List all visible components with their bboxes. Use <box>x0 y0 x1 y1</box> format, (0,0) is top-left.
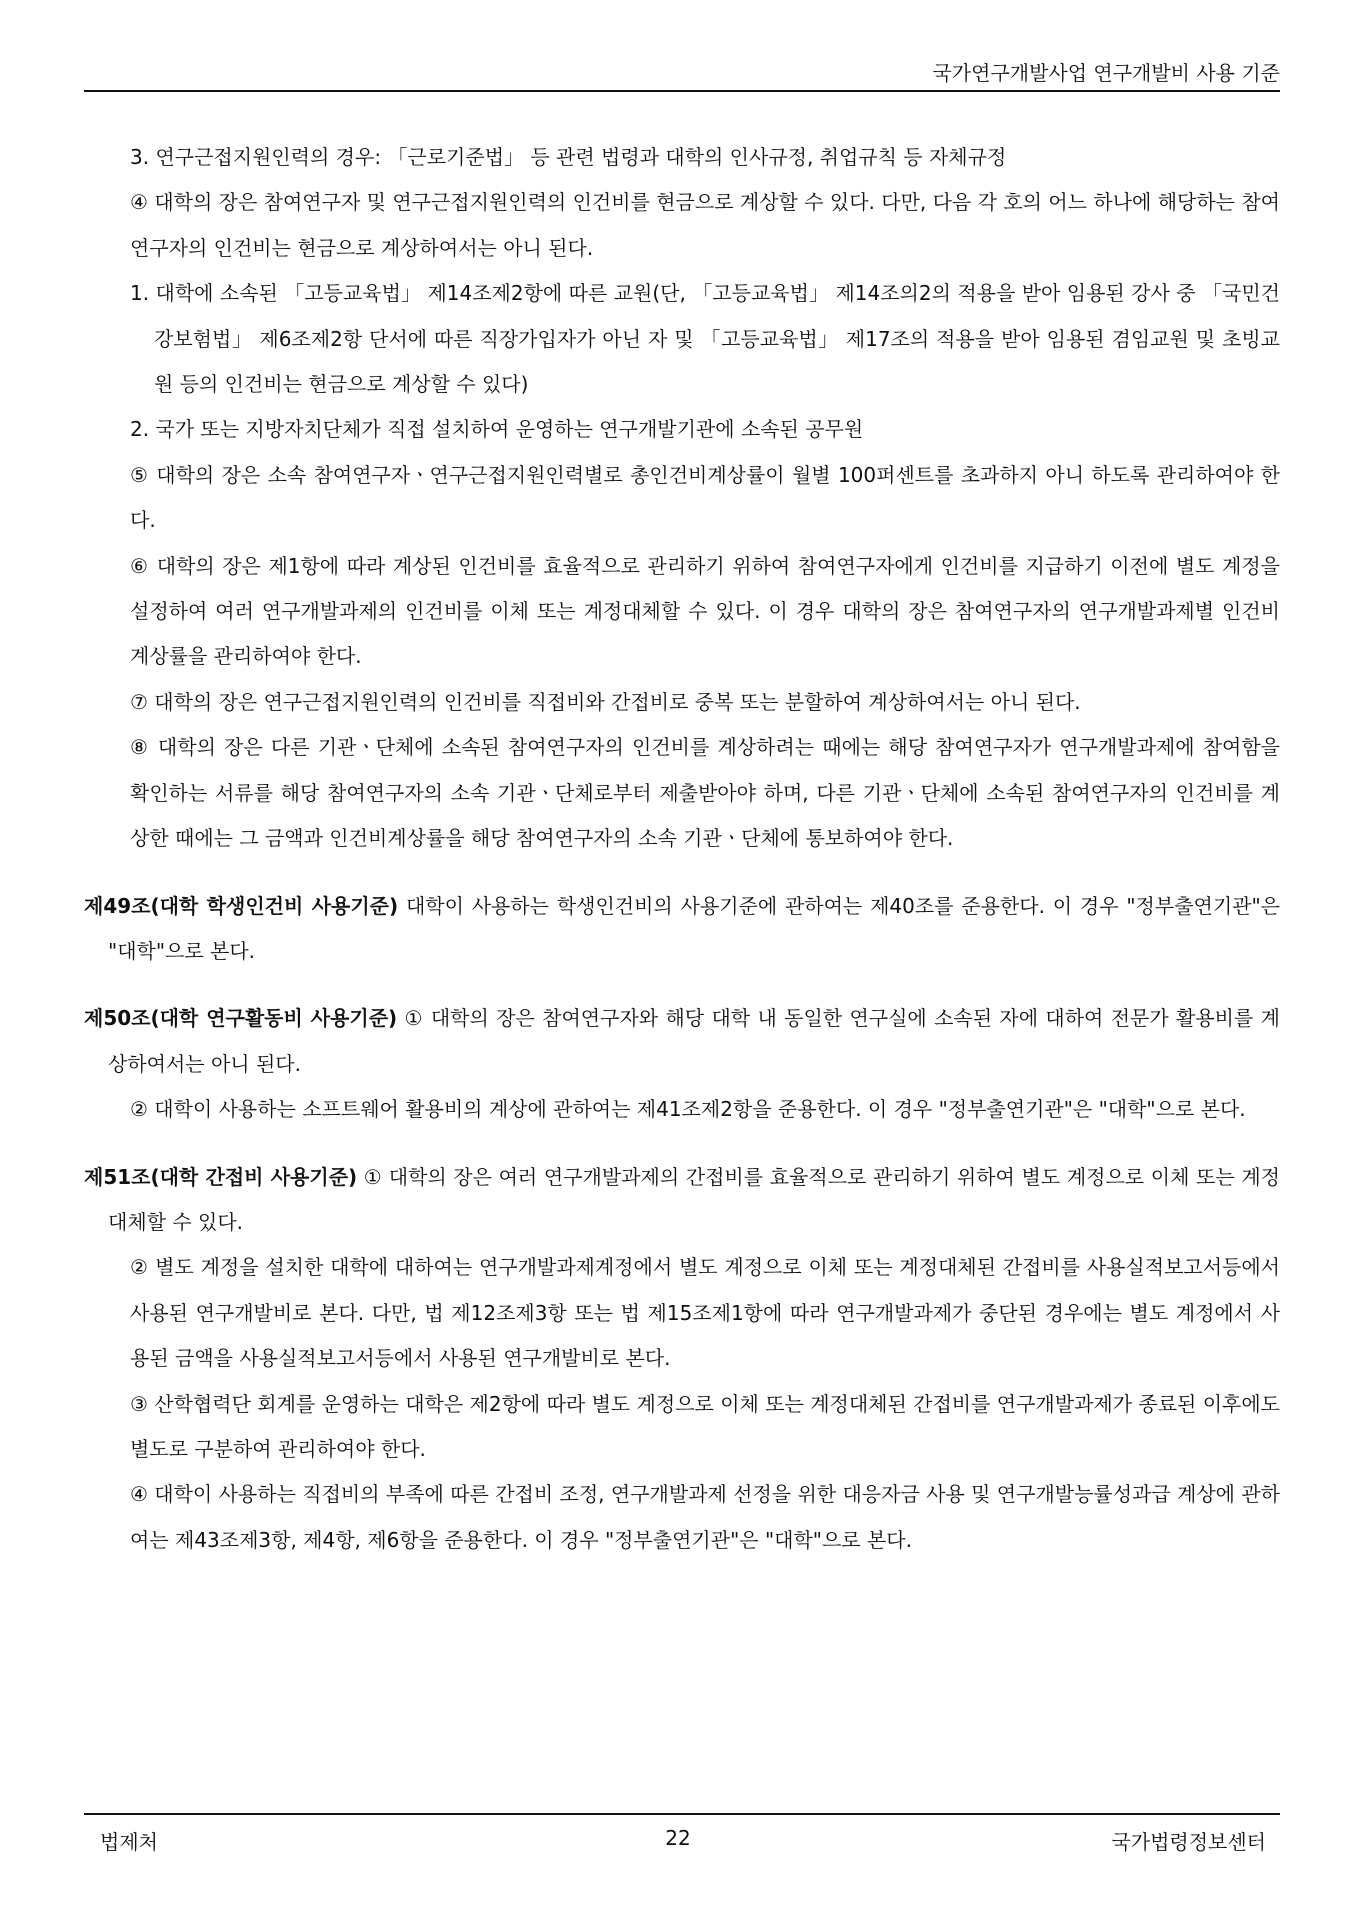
article-50-paragraph-2: ② 대학이 사용하는 소프트웨어 활용비의 계상에 관하여는 제41조제2항을 준용한다. 이 경우 "정부출연기관"은 "대학"으로 본다. <box>130 1097 1246 1122</box>
paragraph-5: ⑤ 대학의 장은 소속 참여연구자ㆍ연구근접지원인력별로 총인건비계상률이 월별 100퍼센트를 초과하지 아니 하도록 관리하여야 한다. <box>130 462 1280 533</box>
footer-rule <box>84 1813 1280 1815</box>
article-50-title: 제50조(대학 연구활동비 사용기준) <box>84 1006 398 1031</box>
paragraph-8: ⑧ 대학의 장은 다른 기관ㆍ단체에 소속된 참여연구자의 인건비를 계상하려는 때에는 해당 참여연구자가 연구개발과제에 참여함을 확인하는 서류를 해당 참여연구자의 소속 기관ㆍ단체로부터 제출받아야 하며, 다른 기관ㆍ단체에 소속된 참여연구자의 인건비를 계상한 때에는 그 금액과 인건비계상률을 해당 참여연구자의 소속 기관ㆍ단체에 통보하여야 한다. <box>130 735 1280 851</box>
running-header: 국가연구개발사업 연구개발비 사용 기준 <box>932 61 1280 85</box>
paragraph-4-item-2: 2. 국가 또는 지방자치단체가 직접 설치하여 운영하는 연구개발기관에 소속된 공무원 <box>130 417 864 442</box>
article-49-text: 대학이 사용하는 학생인건비의 사용기준에 관하여는 제40조를 준용한다. 이 경우 "정부출연기관"은 "대학"으로 본다. <box>108 893 1280 963</box>
footer-source: 국가법령정보센터 <box>1111 1830 1266 1854</box>
header-rule <box>84 90 1280 92</box>
article-51-title: 제51조(대학 간접비 사용기준) <box>84 1164 358 1189</box>
article-51-paragraph-2: ② 별도 계정을 설치한 대학에 대하여는 연구개발과제계정에서 별도 계정으로 이체 또는 계정대체된 간접비를 사용실적보고서등에서 사용된 연구개발비로 본다. 다만, 법 제12조제3항 또는 법 제15조제1항에 따라 연구개발과제가 중단된 경우에는 별도 계정에서 사용된 금액을 사용실적보고서등에서 사용된 연구개발비로 본다. <box>130 1255 1280 1371</box>
footer-publisher: 법제처 <box>100 1830 158 1854</box>
article-49-title: 제49조(대학 학생인건비 사용기준) <box>84 893 399 918</box>
article-51-paragraph-3: ③ 산학협력단 회계를 운영하는 대학은 제2항에 따라 별도 계정으로 이체 또는 계정대체된 간접비를 연구개발과제가 종료된 이후에도 별도로 구분하여 관리하여야 한다. <box>130 1391 1280 1461</box>
document-body <box>84 135 1280 1563</box>
article-51-paragraph-4: ④ 대학이 사용하는 직접비의 부족에 따른 간접비 조정, 연구개발과제 선정을 위한 대응자금 사용 및 연구개발능률성과급 계상에 관하여는 제43조제3항, 제4항, 제6항을 준용한다. 이 경우 "정부출연기관"은 "대학"으로 본다. <box>130 1482 1280 1552</box>
article-50 <box>84 996 1280 1087</box>
article-51-paragraph-1: ① 대학의 장은 여러 연구개발과제의 간접비를 효율적으로 관리하기 위하여 별도 계정으로 이체 또는 계정대체할 수 있다. <box>108 1164 1280 1234</box>
article-51 <box>84 1155 1280 1246</box>
article-49 <box>84 884 1280 975</box>
article-50-paragraph-1: ① 대학의 장은 참여연구자와 해당 대학 내 동일한 연구실에 소속된 자에 대하여 전문가 활용비를 계상하여서는 아니 된다. <box>108 1006 1280 1076</box>
paragraph-7: ⑦ 대학의 장은 연구근접지원인력의 인건비를 직접비와 간접비로 중복 또는 분할하여 계상하여서는 아니 된다. <box>130 689 1081 714</box>
page-number: 22 <box>665 1826 691 1850</box>
paragraph-4-item-1: 1. 대학에 소속된 「고등교육법」 제14조제2항에 따른 교원(단, 「고등교육법」 제14조의2의 적용을 받아 임용된 강사 중 「국민건강보험법」 제6조제2항 단서에 따른 직장가입자가 아닌 자 및 「고등교육법」 제17조의 적용을 받아 임용된 겸임교원 및 초빙교원 등의 인건비는 현금으로 계상할 수 있다) <box>130 281 1280 397</box>
paragraph-6: ⑥ 대학의 장은 제1항에 따라 계상된 인건비를 효율적으로 관리하기 위하여 참여연구자에게 인건비를 지급하기 이전에 별도 계정을 설정하여 여러 연구개발과제의 인건비를 이체 또는 계정대체할 수 있다. 이 경우 대학의 장은 참여연구자의 연구개발과제별 인건비 계상률을 관리하여야 한다. <box>130 553 1280 669</box>
paragraph-4: ④ 대학의 장은 참여연구자 및 연구근접지원인력의 인건비를 현금으로 계상할 수 있다. 다만, 다음 각 호의 어느 하나에 해당하는 참여연구자의 인건비는 현금으로 계상하여서는 아니 된다. <box>130 190 1280 260</box>
item-3: 3. 연구근접지원인력의 경우: 「근로기준법」 등 관련 법령과 대학의 인사규정, 취업규칙 등 자체규정 <box>130 145 1007 169</box>
